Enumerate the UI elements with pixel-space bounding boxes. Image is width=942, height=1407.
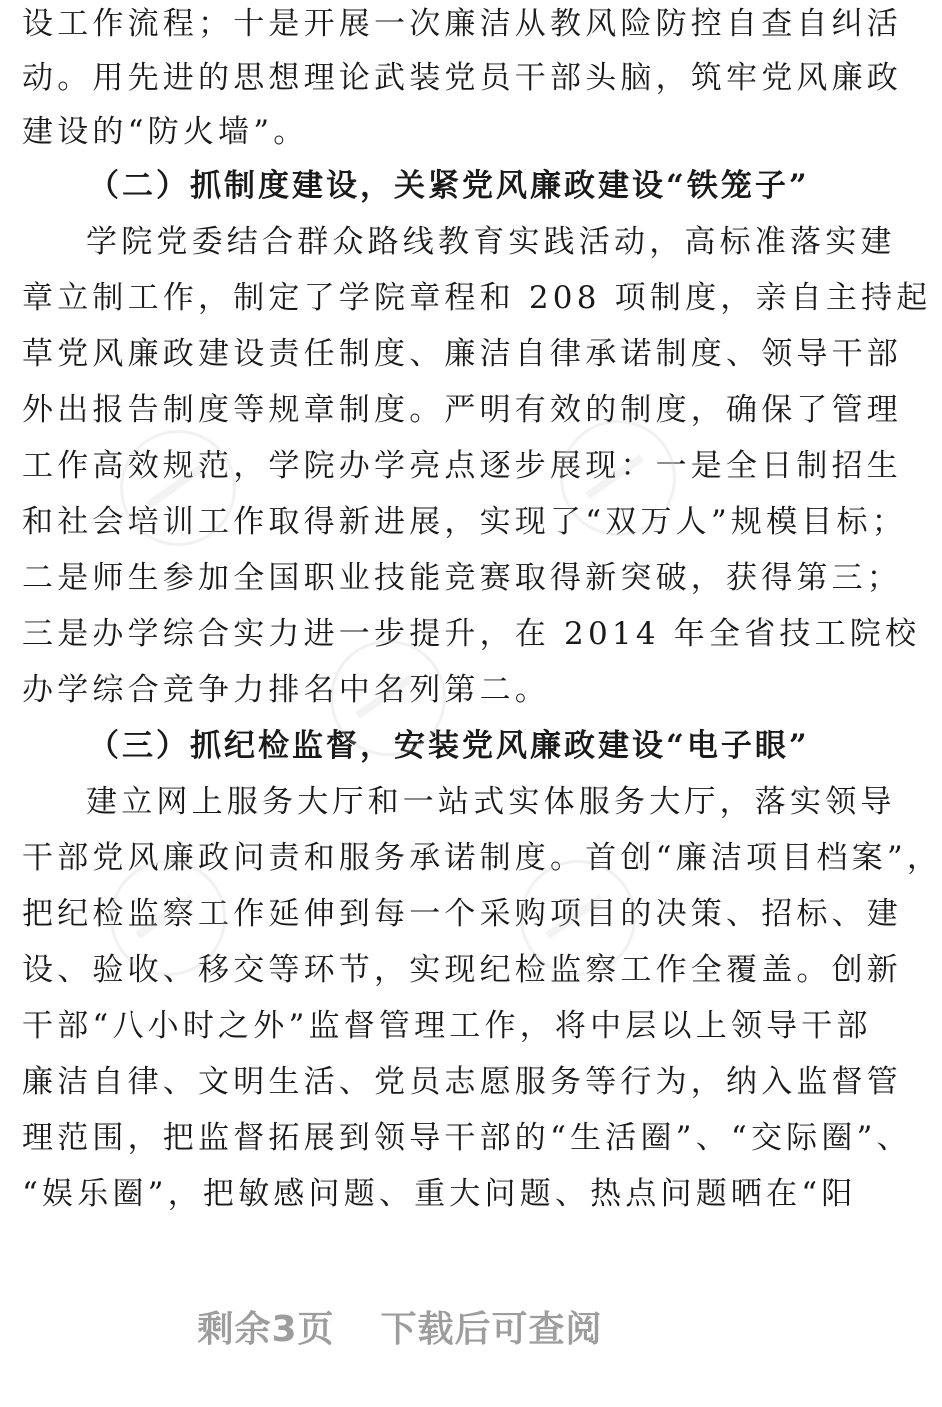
body-line: 办学综合竞争力排名中名列第二。 [22, 672, 550, 708]
body-line: 干部“八小时之外”监督管理工作，将中层以上领导干部 [22, 1008, 872, 1044]
body-line: 草党风廉政建设责任制度、廉洁自律承诺制度、领导干部 [22, 336, 902, 372]
body-line: 和社会培训工作取得新进展，实现了“双万人”规模目标； [22, 504, 907, 540]
body-line: 学院党委结合群众路线教育实践活动，高标准落实建 [86, 224, 896, 260]
section-heading-2: （二）抓制度建设，关紧党风廉政建设“铁笼子” [88, 168, 810, 204]
body-line: 设、验收、移交等环节，实现纪检监察工作全覆盖。创新 [22, 952, 902, 988]
body-line: 理范围，把监督拓展到领导干部的“生活圈”、“交际圈”、 [22, 1120, 912, 1156]
body-line: 二是师生参加全国职业技能竞赛取得新突破，获得第三； [22, 560, 902, 596]
download-banner[interactable] [0, 1300, 800, 1360]
body-line: “娱乐圈”，把敏感问题、重大问题、热点问题晒在“阳 [22, 1176, 857, 1212]
body-line: 建设的“防火墙”。 [22, 114, 309, 150]
body-line: 章立制工作，制定了学院章程和 208 项制度，亲自主持起 [22, 280, 932, 316]
remaining-pages-text: 剩余3页 [197, 1309, 335, 1350]
download-to-read-text[interactable]: 下载后可查阅 [380, 1309, 603, 1350]
body-line: 外出报告制度等规章制度。严明有效的制度，确保了管理 [22, 392, 902, 428]
body-line: 工作高效规范，学院办学亮点逐步展现：一是全日制招生 [22, 448, 902, 484]
body-line: 干部党风廉政问责和服务承诺制度。首创“廉洁项目档案”， [22, 840, 942, 876]
body-line: 三是办学综合实力进一步提升，在 2014 年全省技工院校 [22, 616, 921, 652]
body-line: 建立网上服务大厅和一站式实体服务大厅，落实领导 [86, 784, 896, 820]
body-line: 设工作流程；十是开展一次廉洁从教风险防控自查自纠活 [22, 6, 902, 42]
body-line: 廉洁自律、文明生活、党员志愿服务等行为，纳入监督管 [22, 1064, 902, 1100]
body-line: 把纪检监察工作延伸到每一个采购项目的决策、招标、建 [22, 896, 902, 932]
section-heading-3: （三）抓纪检监督，安装党风廉政建设“电子眼” [88, 728, 810, 764]
body-line: 动。用先进的思想理论武装党员干部头脑，筑牢党风廉政 [22, 60, 902, 96]
